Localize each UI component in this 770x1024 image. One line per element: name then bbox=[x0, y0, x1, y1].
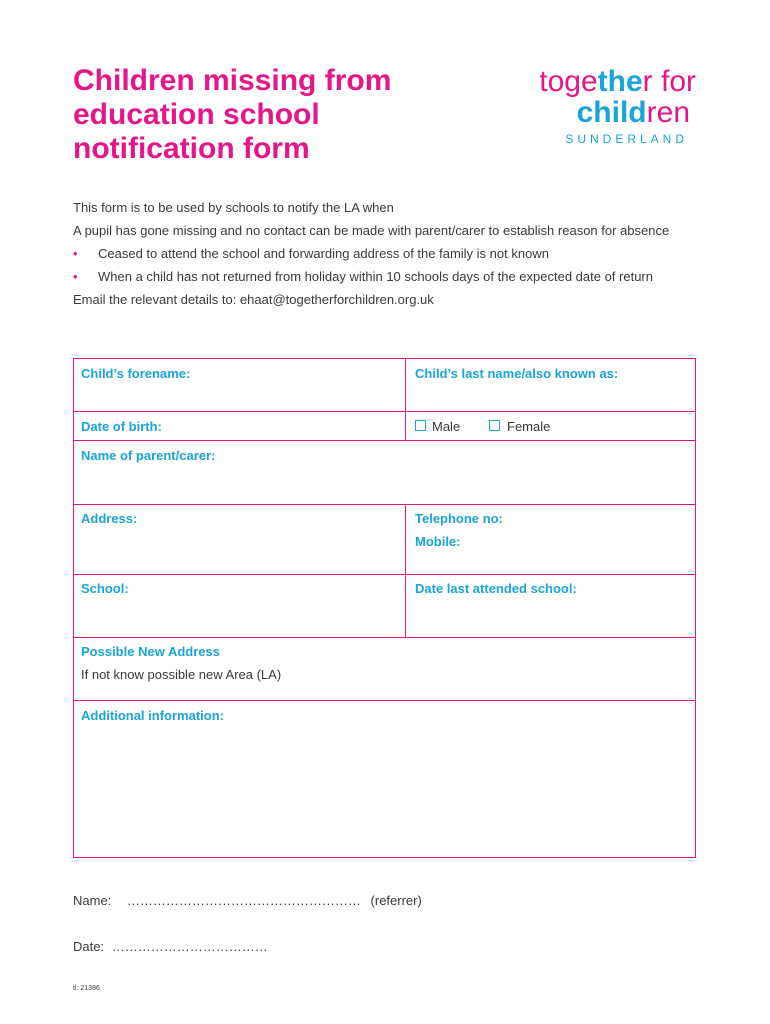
new-address-field[interactable]: Possible New Address bbox=[81, 644, 220, 659]
row-divider bbox=[74, 700, 695, 701]
mobile-field[interactable]: Mobile: bbox=[415, 534, 461, 549]
together-for-children-logo bbox=[500, 66, 700, 156]
document-reference: tl: 21386 bbox=[73, 985, 100, 992]
row-divider bbox=[74, 411, 695, 412]
logo-text-ren: ren bbox=[646, 96, 690, 129]
logo-line-2 bbox=[577, 97, 690, 129]
new-area-hint: If not know possible new Area (LA) bbox=[81, 667, 282, 682]
intro-line-1: This form is to be used by schools to notify the LA when bbox=[73, 200, 394, 215]
school-field[interactable]: School: bbox=[81, 581, 129, 596]
logo-text-rfor: r for bbox=[642, 65, 696, 98]
row-divider bbox=[74, 440, 695, 441]
male-label: Male bbox=[432, 419, 461, 434]
logo-text-the: the bbox=[597, 65, 643, 98]
reason-item: • When a child has not returned from holiday within 10 schools days of the expected date of return bbox=[73, 267, 713, 290]
reason-list bbox=[73, 244, 713, 290]
parent-carer-field[interactable]: Name of parent/carer: bbox=[81, 448, 216, 463]
dob-field[interactable]: Date of birth: bbox=[81, 419, 162, 434]
date-last-attended-field[interactable]: Date last attended school: bbox=[415, 581, 577, 596]
row-divider bbox=[74, 504, 695, 505]
logo-text-child: child bbox=[576, 96, 647, 129]
male-checkbox[interactable] bbox=[415, 420, 426, 431]
date-dots[interactable]: ……………………………… bbox=[111, 939, 268, 954]
column-divider bbox=[405, 504, 406, 638]
female-checkbox[interactable] bbox=[489, 420, 500, 431]
notification-form bbox=[73, 358, 696, 858]
intro-text bbox=[73, 198, 713, 313]
column-divider bbox=[405, 359, 406, 441]
row-divider bbox=[74, 637, 695, 638]
intro-line-2: A pupil has gone missing and no contact can be made with parent/carer to establish reason for absence bbox=[73, 223, 670, 238]
bullet-icon: • bbox=[73, 269, 78, 284]
logo-text-toge: toge bbox=[539, 65, 598, 98]
address-field[interactable]: Address: bbox=[81, 511, 138, 526]
forename-field[interactable]: Child’s forename: bbox=[81, 366, 191, 381]
telephone-field[interactable]: Telephone no: bbox=[415, 511, 503, 526]
reason-item: • Ceased to attend the school and forwarding address of the family is not known bbox=[73, 244, 713, 267]
date-line bbox=[73, 939, 268, 954]
female-label: Female bbox=[507, 419, 551, 434]
referrer-name-line bbox=[73, 893, 422, 908]
referrer-label: (referrer) bbox=[370, 893, 422, 908]
page-title: Children missing from education school notification form bbox=[73, 64, 392, 165]
logo-sunderland: SUNDERLAND bbox=[565, 132, 688, 146]
email-instruction: Email the relevant details to: ehaat@togetherforchildren.org.uk bbox=[73, 292, 434, 307]
additional-info-field[interactable]: Additional information: bbox=[81, 708, 224, 723]
name-label: Name: bbox=[73, 893, 112, 908]
date-label: Date: bbox=[73, 939, 105, 954]
logo-line-1 bbox=[539, 66, 696, 98]
last-name-field[interactable]: Child’s last name/also known as: bbox=[415, 366, 619, 381]
name-dots[interactable]: ……………………………………………… bbox=[126, 893, 361, 908]
row-divider bbox=[74, 574, 695, 575]
bullet-icon: • bbox=[73, 246, 78, 261]
